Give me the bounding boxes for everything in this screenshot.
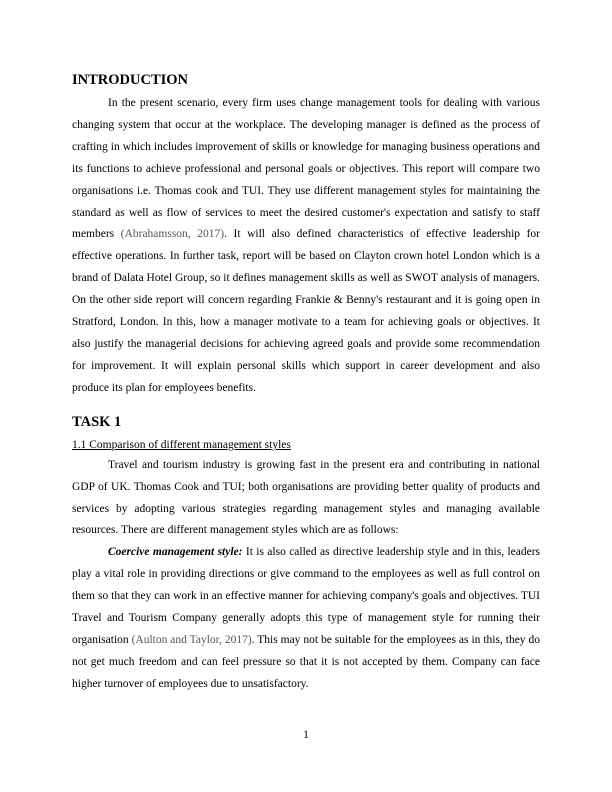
coercive-style-paragraph [72, 542, 540, 695]
task1-subheading: 1.1 Comparison of different management styles [72, 438, 291, 451]
task1-paragraph: Travel and tourism industry is growing fast in the present era and contributing in national GDP of UK. Thomas Cook and TUI; both organisations are providing better quality of products and services by adopting various strategies regarding management styles and managing available resources. There are different management styles which are as follows: [72, 458, 540, 537]
introduction-heading: INTRODUCTION [72, 72, 189, 88]
introduction-paragraph [72, 93, 540, 400]
coercive-text-part2: . This may not be suitable for the employees as in this, they do not get much freedom and can feel pressure so that it is not accepted by them. Company can face higher turnover of employees due to unsatisfactory. [72, 633, 540, 690]
page-number: 1 [303, 729, 309, 741]
task1-heading: TASK 1 [72, 413, 122, 430]
introduction-text-part1: In the present scenario, every firm uses change management tools for dealing with various changing system that occur at the workplace. The developing manager is defined as the process of crafting in which includes improvement of skills or knowledge for managing business operations and its functions to achieve professional and personal goals or objectives. This report will compare two organisations i.e. Thomas cook and TUI. They use different management styles for maintaining the standard as well as flow of services to meet the desired customer's expectation and satisfy to staff members [72, 97, 540, 241]
coercive-style-label: Coercive management style: [108, 546, 243, 559]
introduction-text-part2: . It will also defined characteristics of effective leadership for effective operations. In further task, report will be based on Clayton crown hotel London which is a brand of Dalata Hotel Group, so it defines management skills as well as SWOT analysis of managers. On the other side report will concern regarding Frankie & Benny's restaurant and it is going open in Stratford, London. In this, how a manager motivate to a team for achieving goals or objectives. It also justify the managerial decisions for achieving agreed goals and provide some recommendation for improvement. It will explain personal skills which support in career development and also produce its plan for employees benefits. [72, 228, 540, 394]
introduction-citation: (Abrahamsson, 2017) [120, 228, 225, 241]
coercive-text-part1: It is also called as directive leadership style and in this, leaders play a vital role in providing directions or give command to the employees as well as full control on them so that they can work in an effective manner for achieving company's goals and objectives. TUI Travel and Tourism Company generally adopts this type of management style for running their organisation [72, 546, 541, 646]
page-content [72, 70, 540, 696]
coercive-citation: (Aulton and Taylor, 2017) [131, 633, 252, 646]
